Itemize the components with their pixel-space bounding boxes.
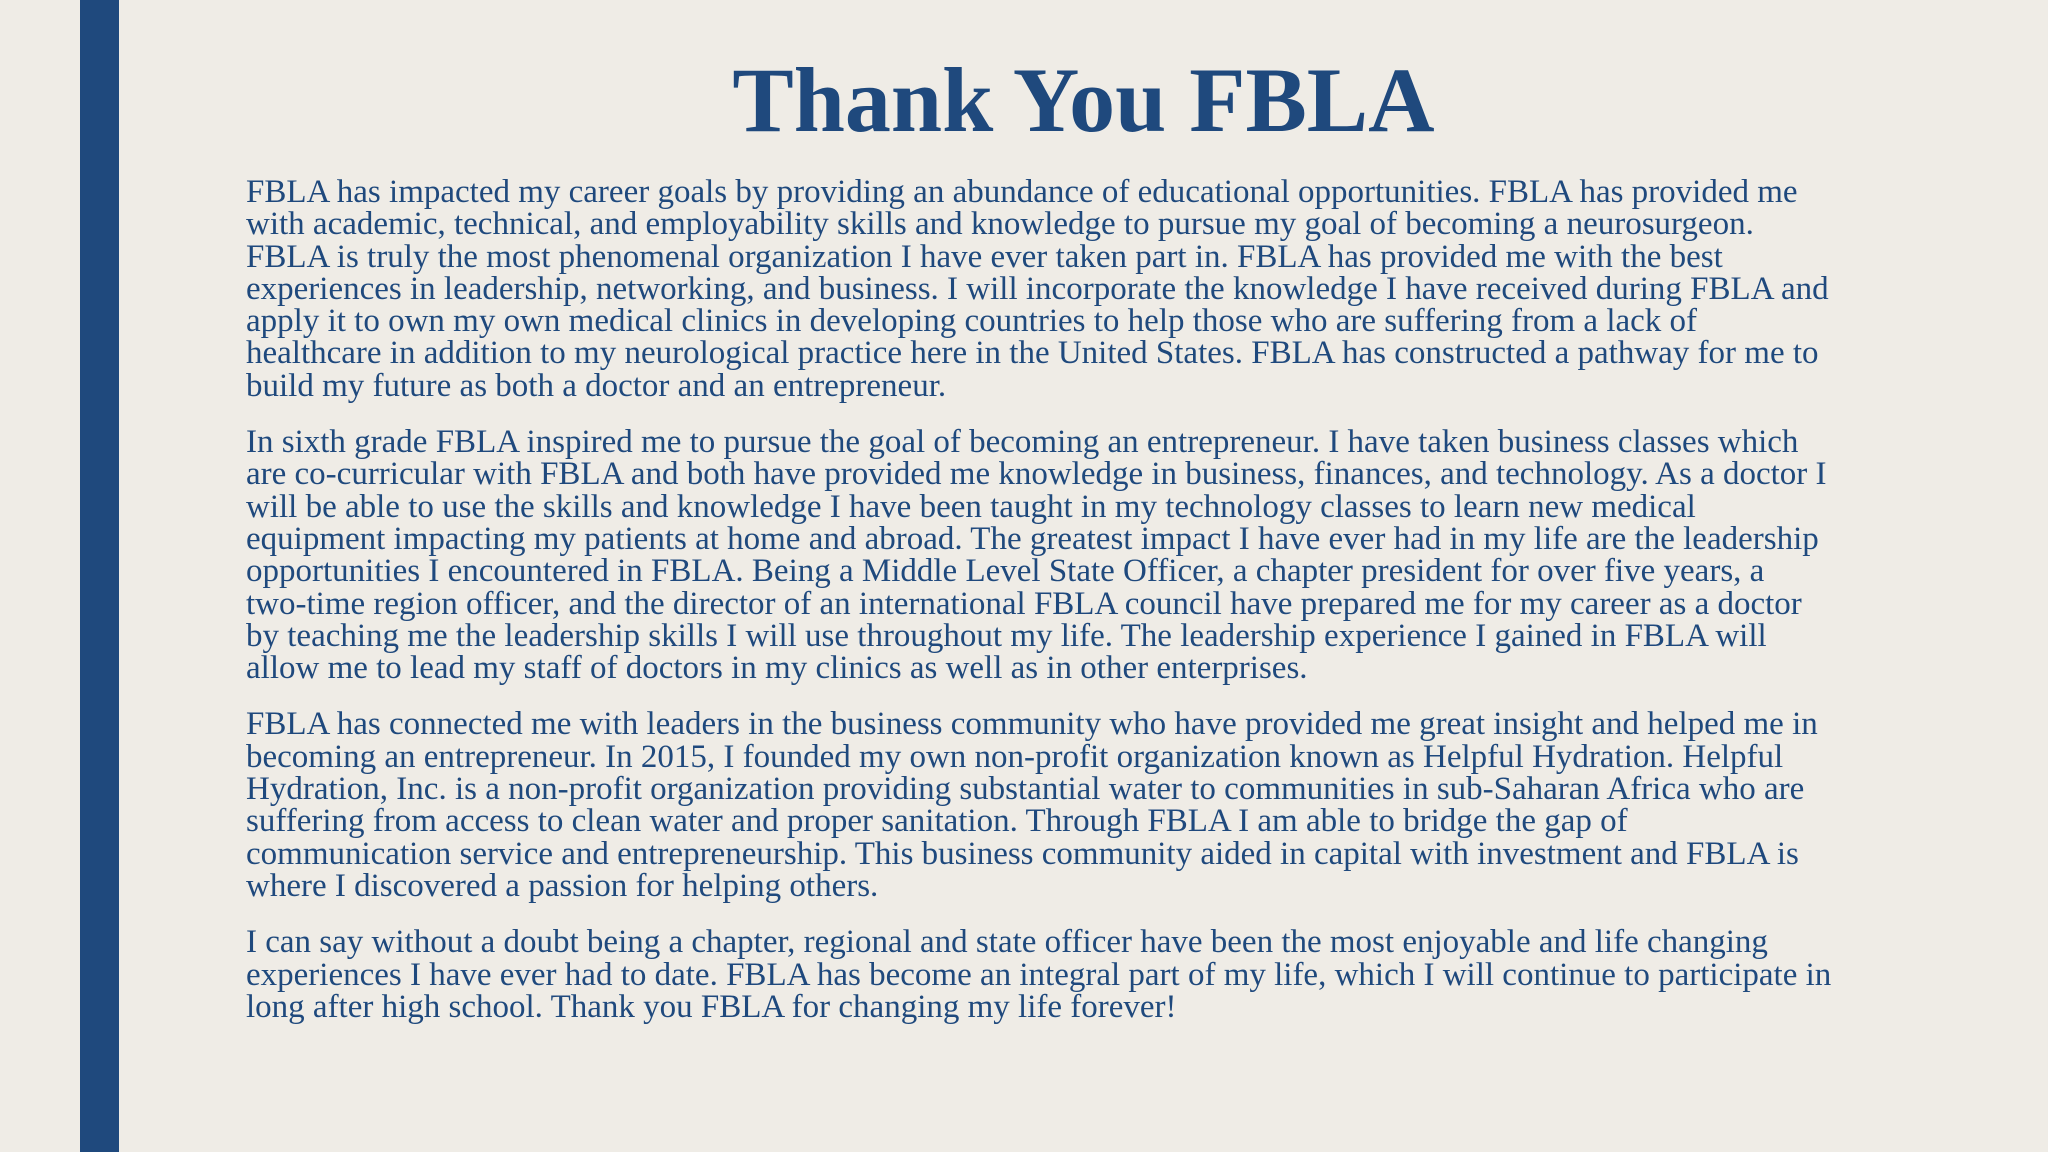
- accent-side-bar: [80, 0, 119, 1152]
- paragraph-closing: I can say without a doubt being a chapter, regional and state officer have been the most enjoyable and life changing experiences I have ever had to date. FBLA has become an integral part of my life, which I will continue to participate in long after high school. Thank you FBLA for changing my life forever!: [246, 924, 1832, 1025]
- slide-title: Thank You FBLA: [732, 49, 1435, 151]
- slide-body: [246, 176, 1832, 1047]
- paragraph-entrepreneur-inspiration: In sixth grade FBLA inspired me to pursue the goal of becoming an entrepreneur. I have taken business classes which are co-curricular with FBLA and both have provided me knowledge in business, finances, and technology. As a doctor I will be able to use the skills and knowledge I have been taught in my technology classes to learn new medical equipment impacting my patients at home and abroad. The greatest impact I have ever had in my life are the leadership opportunities I encountered in FBLA. Being a Middle Level State Officer, a chapter president for over five years, a two-time region officer, and the director of an international FBLA council have prepared me for my career as a doctor by teaching me the leadership skills I will use throughout my life. The leadership experience I gained in FBLA will allow me to lead my staff of doctors in my clinics as well as in other enterprises.: [246, 424, 1827, 687]
- paragraph-career-goals: FBLA has impacted my career goals by providing an abundance of educational opportunities. FBLA has provided me with academic, technical, and employability skills and knowledge to pursue my goal of becoming a neurosurgeon. FBLA is truly the most phenomenal organization I have ever taken part in. FBLA has provided me with the best experiences in leadership, networking, and business. I will incorporate the knowledge I have received during FBLA and apply it to own my own medical clinics in developing countries to help those who are suffering from a lack of healthcare in addition to my neurological practice here in the United States. FBLA has constructed a pathway for me to build my future as both a doctor and an entrepreneur.: [246, 174, 1829, 404]
- paragraph-helpful-hydration: FBLA has connected me with leaders in the business community who have provided me great insight and helped me in becoming an entrepreneur. In 2015, I founded my own non-profit organization known as Helpful Hydration. Helpful Hydration, Inc. is a non-profit organization providing substantial water to communities in sub-Saharan Africa who are suffering from access to clean water and proper sanitation. Through FBLA I am able to bridge the gap of communication service and entrepreneurship. This business community aided in capital with investment and FBLA is where I discovered a passion for helping others.: [246, 706, 1818, 904]
